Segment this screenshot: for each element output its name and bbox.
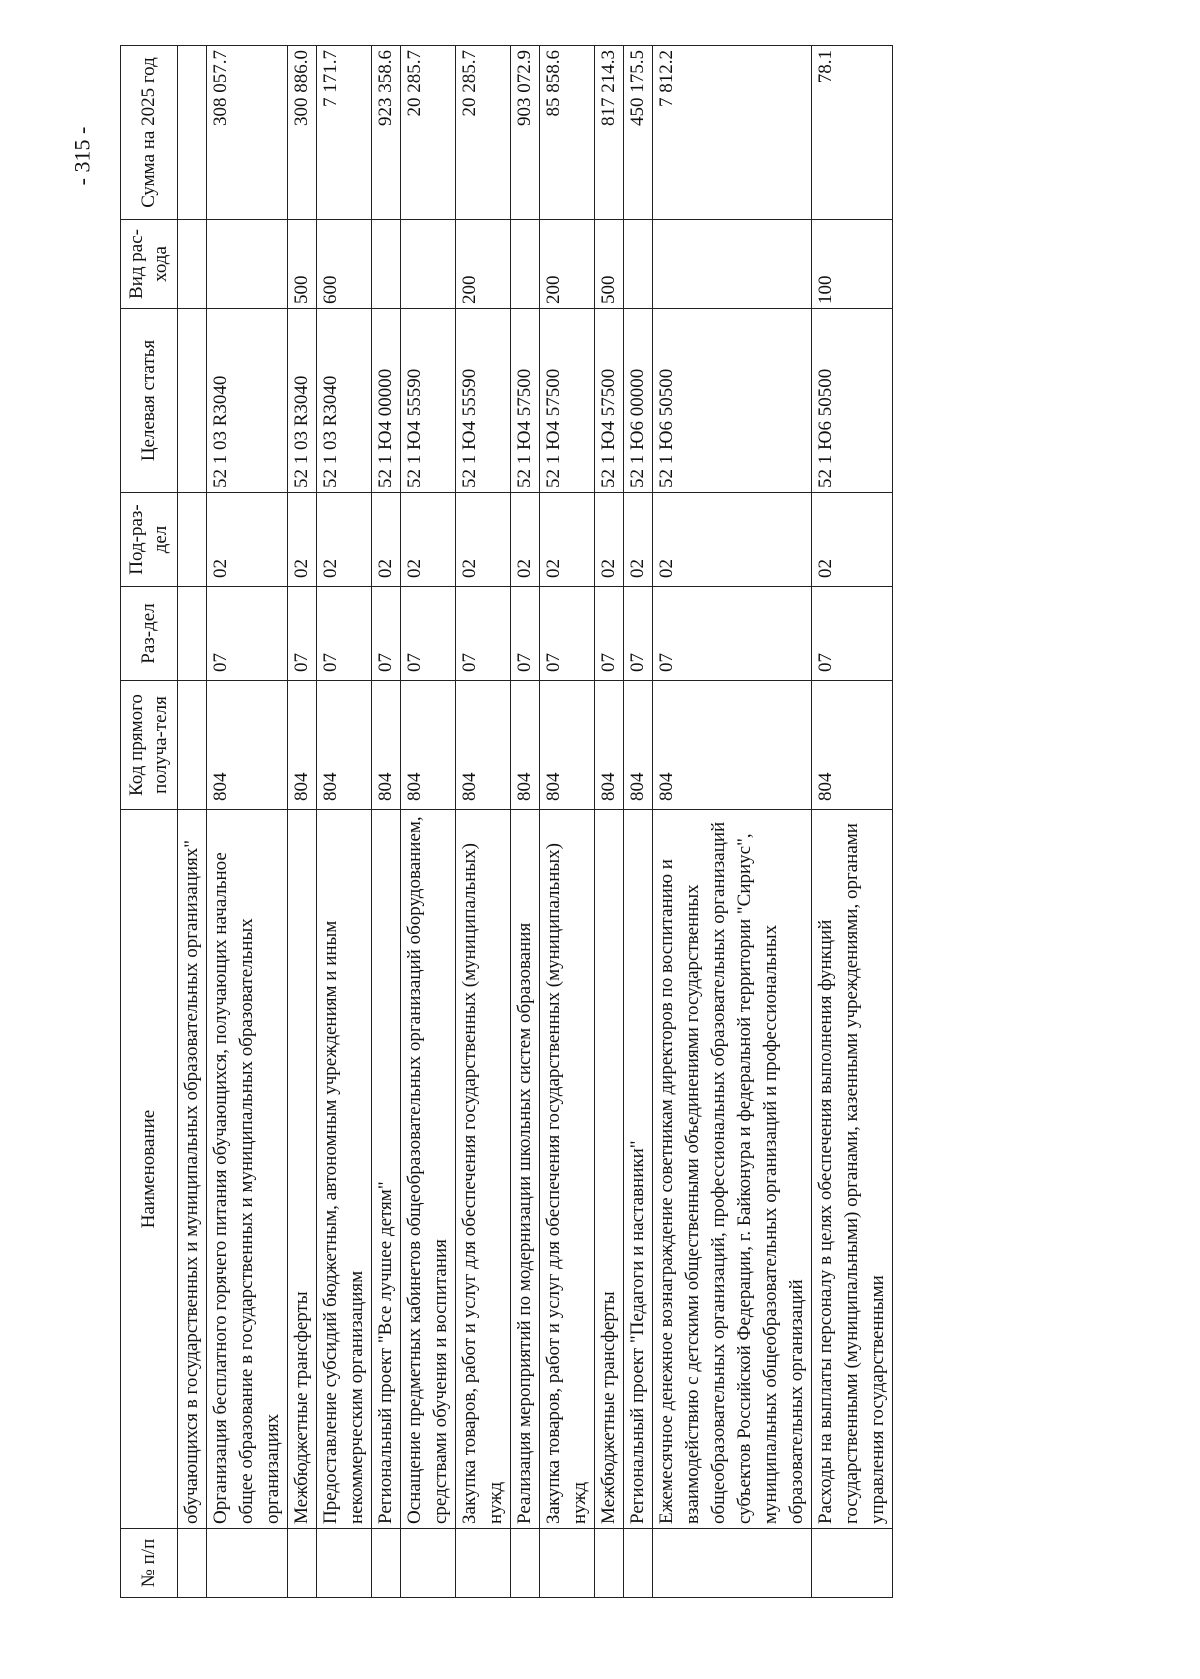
page-number: - 315 - (69, 126, 94, 186)
row-name: обучающихся в государственных и муниципальных образовательных организациях" (178, 810, 207, 1529)
header-sum: Сумма на 2025 год (121, 46, 178, 220)
table-row (178, 46, 207, 1598)
header-statya: Целевая статья (121, 309, 178, 493)
table-row: Региональный проект "Все лучшее детям" 804 07 02 52 1 Ю4 00000 923 358.6 (372, 46, 401, 1598)
table-row: Закупка товаров, работ и услуг для обеспечения государственных (муниципальных) нужд 804 07 02 52 1 Ю4 55590 200 20 285.7 (456, 46, 511, 1598)
table-row: Реализация мероприятий по модернизации школьных систем образования 804 07 02 52 1 Ю4 57500 903 072.9 (511, 46, 540, 1598)
row-name: Ежемесячное денежное вознаграждение советникам директоров по воспитанию и взаимодействию с детскими общественными объединениями государственных общеобразовательных организаций, профессиональных образовательных организаций субъектов Российской Федерации, г. Байконура и федеральной территории "Сириус", муниципальных общеобразовательных организаций и профессиональных образовательных организаций (653, 810, 812, 1529)
header-podrazdel: Под-раз-дел (121, 493, 178, 587)
header-razdel: Раз-дел (121, 587, 178, 681)
table-row: Расходы на выплаты персоналу в целях обеспечения выполнения функций государственными (муниципальными) органами, казенными учреждениями, органами управления государственными 804 07 02 52 1 Ю6 50500 100 78.1 (812, 46, 893, 1598)
table-row: Организация бесплатного горячего питания обучающихся, получающих начальное общее образование в государственных и муниципальных образовательных организациях 804 07 02 52 1 03 R3040 308 057.7 (207, 46, 288, 1598)
row-name: Закупка товаров, работ и услуг для обеспечения государственных (муниципальных) нужд (540, 810, 595, 1529)
row-name: Закупка товаров, работ и услуг для обеспечения государственных (муниципальных) нужд (456, 810, 511, 1529)
header-name: Наименование (121, 810, 178, 1529)
table-header-row (121, 46, 178, 1598)
table-row: Межбюджетные трансферты 804 07 02 52 1 03 R3040 500 300 886.0 (288, 46, 317, 1598)
row-name: Расходы на выплаты персоналу в целях обеспечения выполнения функций государственными (муниципальными) органами, казенными учреждениями, органами управления государственными (812, 810, 893, 1529)
table-row: Межбюджетные трансферты 804 07 02 52 1 Ю4 57500 500 817 214.3 (595, 46, 624, 1598)
row-name: Предоставление субсидий бюджетным, автономным учреждениям и иным некоммерческим организациям (317, 810, 372, 1529)
row-name: Региональный проект "Все лучшее детям" (372, 810, 401, 1529)
row-name: Межбюджетные трансферты (288, 810, 317, 1529)
table-row: Предоставление субсидий бюджетным, автономным учреждениям и иным некоммерческим организациям 804 07 02 52 1 03 R3040 600 7 171.7 (317, 46, 372, 1598)
row-name: Оснащение предметных кабинетов общеобразовательных организаций оборудованием, средствами обучения и воспитания (401, 810, 456, 1529)
table-row: Ежемесячное денежное вознаграждение советникам директоров по воспитанию и взаимодействию с детскими общественными объединениями государственных общеобразовательных организаций, профессиональных образовательных организаций субъектов Российской Федерации, г. Байконура и федеральной территории "Сириус", муниципальных общеобразовательных организаций и профессиональных образовательных организаций 804 07 02 52 1 Ю6 50500 7 812.2 (653, 46, 812, 1598)
table-row: Региональный проект "Педагоги и наставники" 804 07 02 52 1 Ю6 00000 450 175.5 (624, 46, 653, 1598)
budget-table (120, 45, 893, 1598)
row-name: Организация бесплатного горячего питания обучающихся, получающих начальное общее образование в государственных и муниципальных образовательных организациях (207, 810, 288, 1529)
table-row: Закупка товаров, работ и услуг для обеспечения государственных (муниципальных) нужд 804 07 02 52 1 Ю4 57500 200 85 858.6 (540, 46, 595, 1598)
row-name: Реализация мероприятий по модернизации школьных систем образования (511, 810, 540, 1529)
header-num: № п/п (121, 1529, 178, 1598)
header-vid: Вид рас-хода (121, 220, 178, 309)
header-code: Код прямого получа-теля (121, 681, 178, 810)
budget-table-rotated (120, 50, 1120, 1598)
row-name: Региональный проект "Педагоги и наставники" (624, 810, 653, 1529)
table-row: Оснащение предметных кабинетов общеобразовательных организаций оборудованием, средствами обучения и воспитания 804 07 02 52 1 Ю4 55590 20 285.7 (401, 46, 456, 1598)
row-name: Межбюджетные трансферты (595, 810, 624, 1529)
